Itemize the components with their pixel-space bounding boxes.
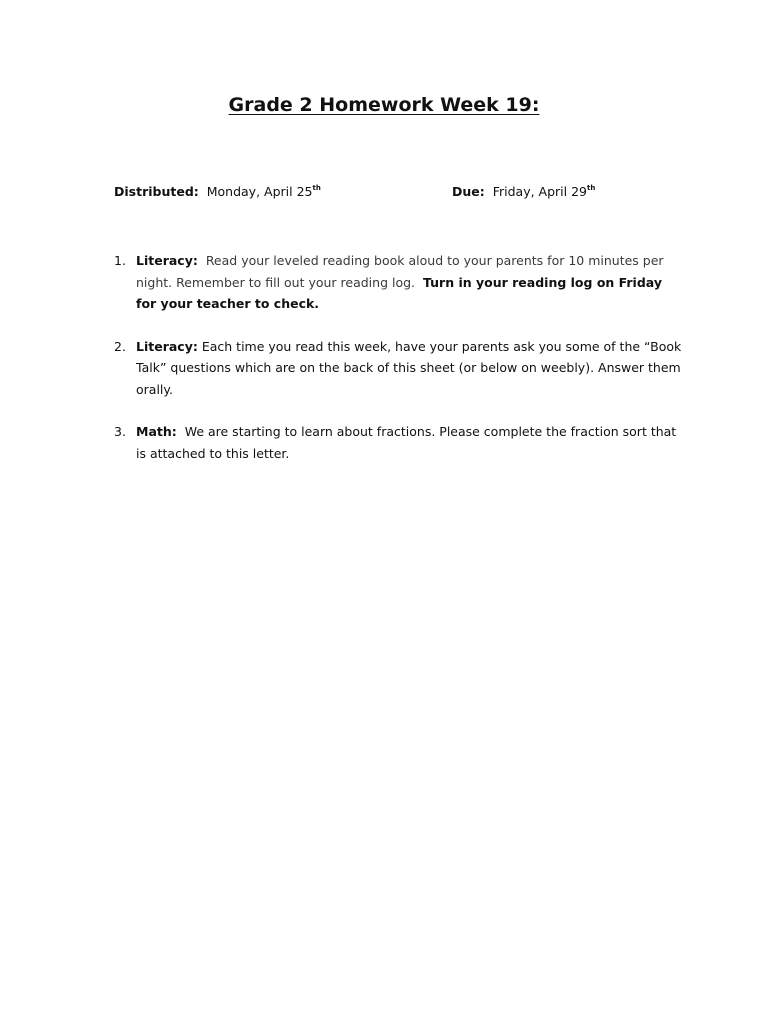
item-text: We are starting to learn about fractions. Please complete the fraction sort that is attached to this letter. (136, 424, 677, 461)
distributed-label: Distributed: (114, 184, 199, 199)
item-text: Each time you read this week, have your parents ask you some of the “Book Talk” questions which are on the back of this sheet (or below on weebly). Answer them orally. (136, 338, 682, 397)
due-suffix: th (587, 184, 596, 192)
item-text: Read your leveled reading book aloud to your parents for 10 minutes per night. Remember to fill out your reading log. (136, 253, 664, 290)
list-item (114, 250, 686, 315)
list-item (114, 421, 686, 464)
item-number: 2. (114, 338, 126, 354)
item-label: Math: (136, 424, 177, 439)
item-bold-text: Turn in your reading log on Friday for your teacher to check. (136, 274, 662, 311)
homework-list (114, 250, 686, 485)
distributed-date (114, 184, 321, 199)
due-label: Due: (452, 184, 485, 199)
item-number: 3. (114, 424, 126, 439)
due-value: Friday, April 29 (492, 184, 587, 199)
list-item (114, 336, 686, 401)
due-date (452, 184, 595, 199)
distributed-value: Monday, April 25 (206, 184, 313, 199)
document-title: Grade 2 Homework Week 19: (228, 94, 540, 116)
item-number: 1. (114, 253, 126, 268)
dates-row (114, 184, 694, 204)
distributed-suffix: th (312, 184, 321, 192)
item-label: Literacy: (136, 253, 198, 268)
item-label: Literacy: (136, 338, 198, 354)
